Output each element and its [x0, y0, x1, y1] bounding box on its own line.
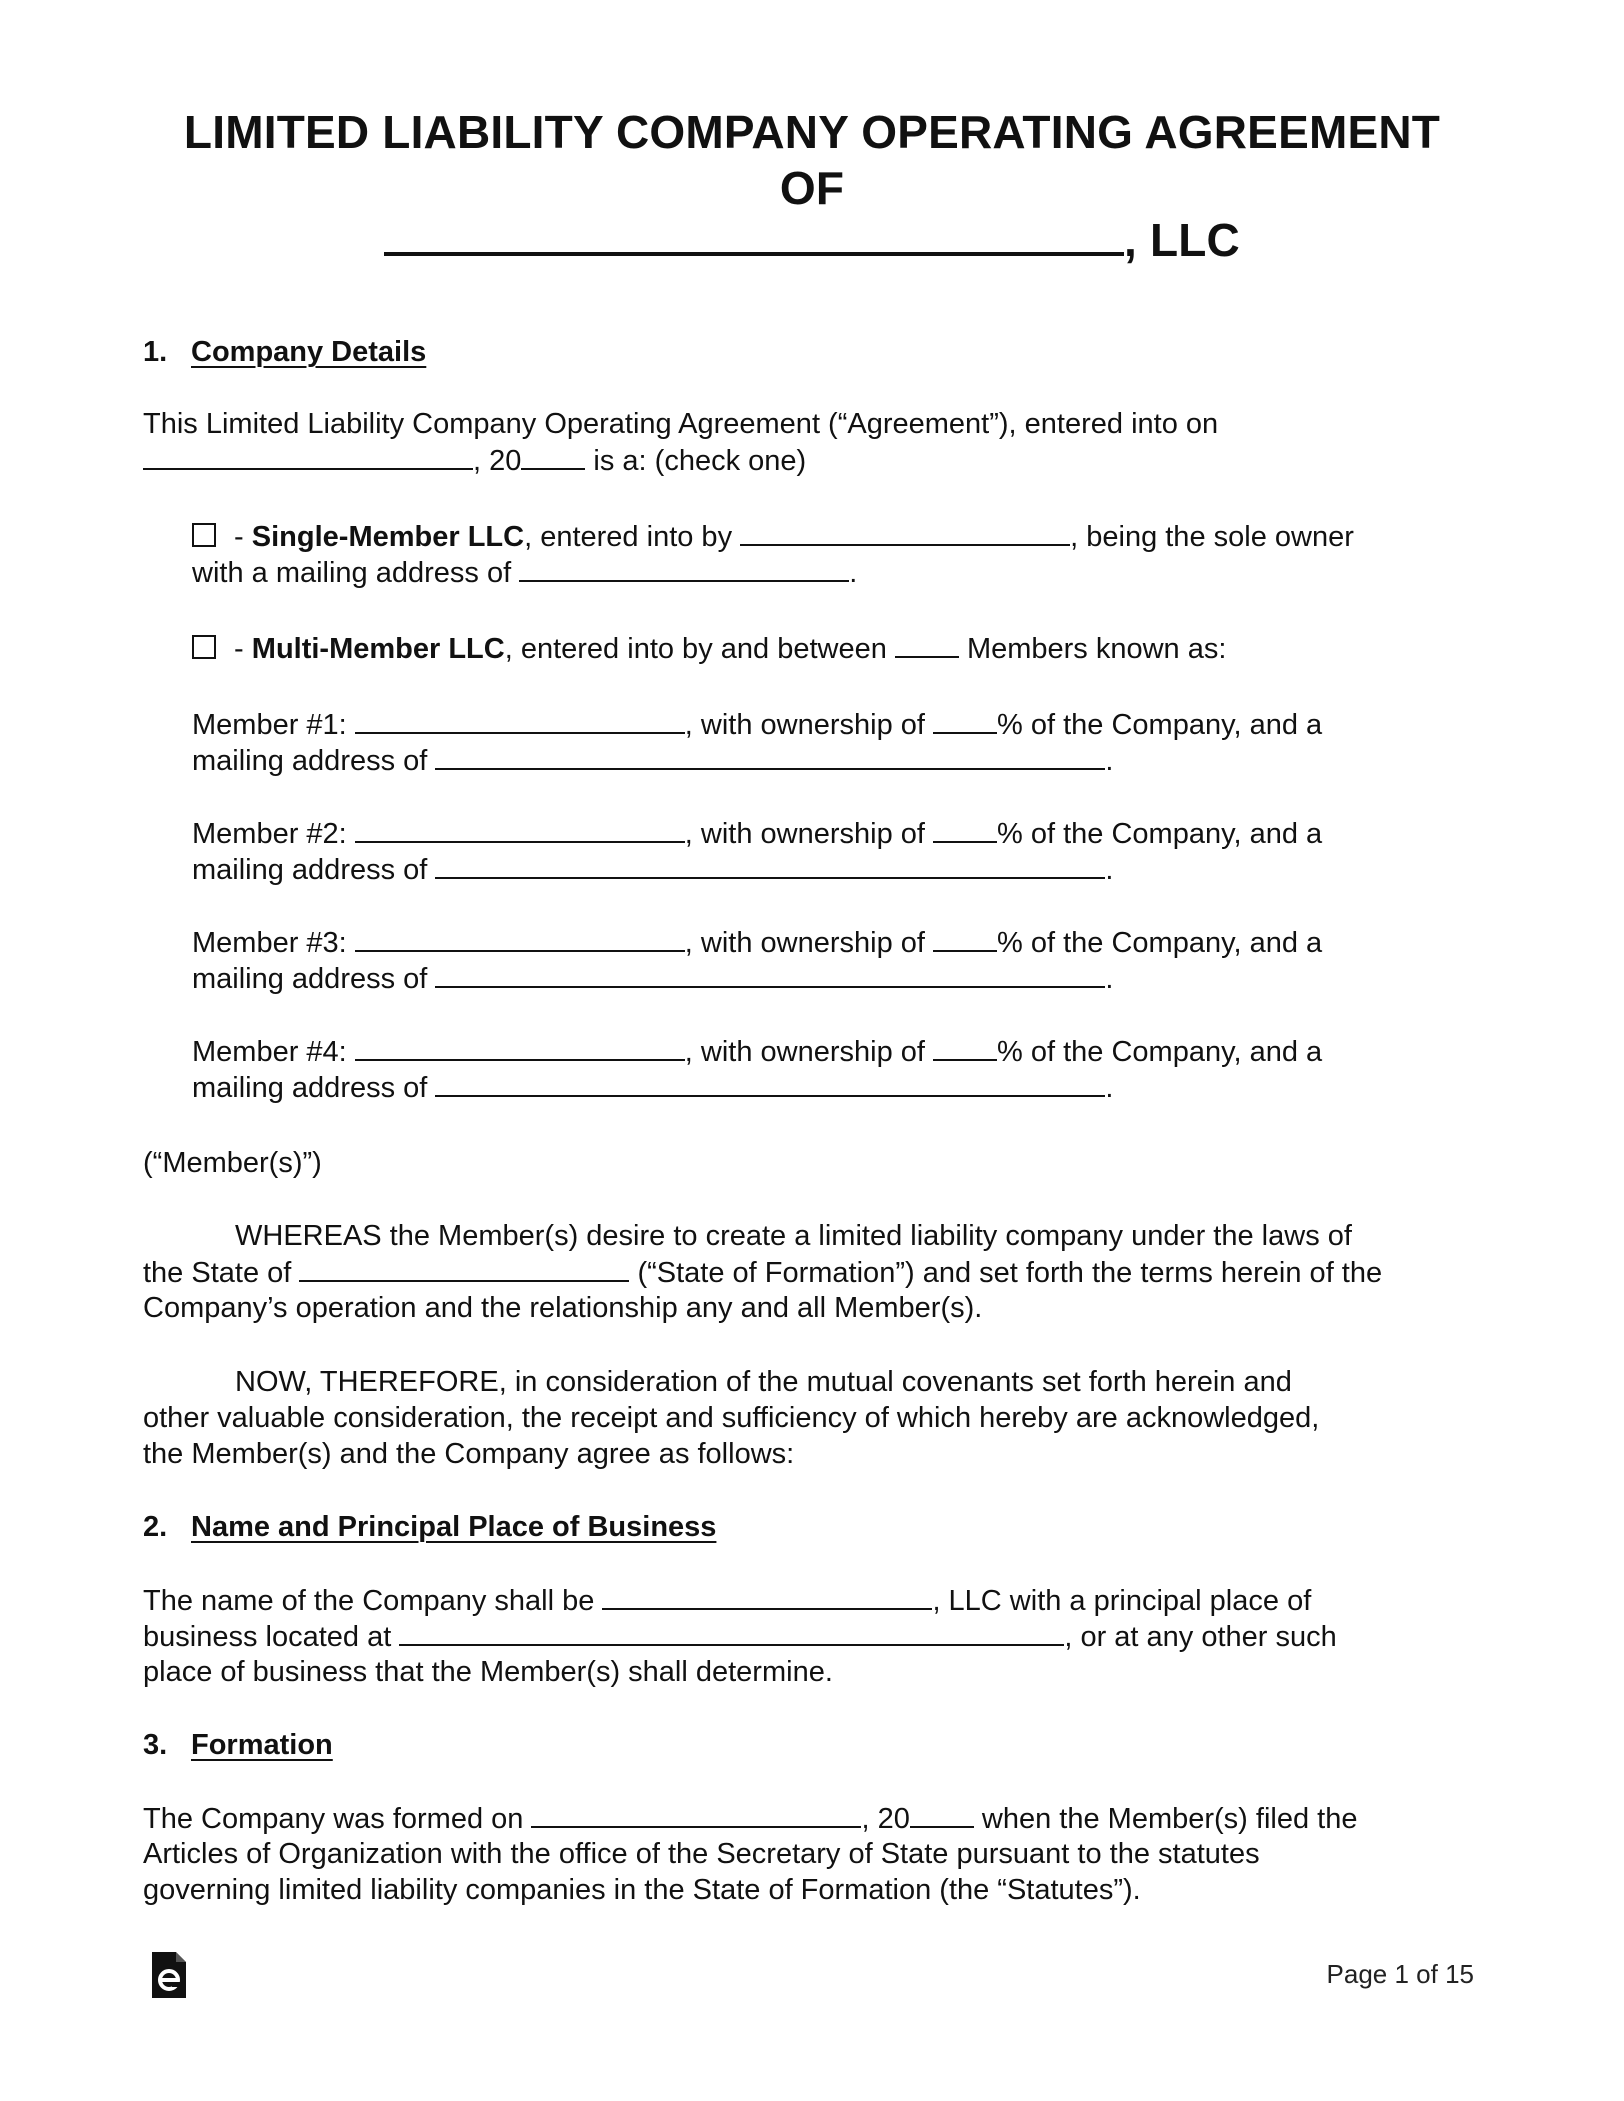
formation-date-blank[interactable]: [531, 1800, 861, 1828]
title-llc-suffix: , LLC: [1124, 214, 1240, 266]
single-mailing-label: with a mailing address of: [192, 557, 520, 589]
section-2-line-3: place of business that the Member(s) shall determine.: [143, 1656, 833, 1688]
eforms-logo-icon: [150, 1950, 188, 2000]
multi-text-a: , entered into by and between: [504, 633, 895, 665]
section-2-heading: [143, 1509, 716, 1545]
section-3-formed-label: The Company was formed on: [143, 1803, 532, 1835]
agreement-date-blank[interactable]: [143, 442, 473, 470]
member-1-line-1: [192, 706, 1322, 743]
intro-line-2: [143, 442, 806, 479]
member-2-mailing-label: mailing address of: [192, 854, 436, 886]
principal-address-blank[interactable]: [399, 1618, 1064, 1646]
whereas-state-label: the State of: [143, 1257, 300, 1289]
section-3-line-3: governing limited liability companies in the State of Formation (the “Statutes”).: [143, 1874, 1141, 1906]
member-4-line-2: [192, 1069, 1113, 1106]
single-sep: -: [226, 521, 252, 553]
single-member-line-2: [192, 554, 857, 591]
multi-sep: -: [226, 633, 252, 665]
member-2-name-blank[interactable]: [355, 815, 685, 843]
multi-text-b: Members known as:: [958, 633, 1227, 665]
section-3-year-prefix: , 20: [861, 1803, 910, 1835]
section-3-line-1: [143, 1800, 1357, 1837]
title-line-3: [0, 212, 1624, 268]
title-line-2: OF: [779, 162, 845, 214]
section-3-line-1-rest: when the Member(s) filed the: [973, 1803, 1358, 1835]
member-1-name-blank[interactable]: [355, 706, 685, 734]
sole-owner-name-blank[interactable]: [740, 518, 1070, 546]
members-definition: (“Member(s)”): [143, 1147, 322, 1179]
member-1-ownership-text: , with ownership of: [684, 709, 934, 741]
member-4-percent-blank[interactable]: [933, 1033, 997, 1061]
title-line-1: LIMITED LIABILITY COMPANY OPERATING AGREEMENT: [183, 106, 1441, 158]
formation-year-blank[interactable]: [910, 1800, 974, 1828]
company-name-blank[interactable]: [384, 212, 1124, 256]
multi-member-label: Multi-Member LLC: [251, 633, 505, 665]
section-2-line-2: [143, 1618, 1337, 1655]
member-3-mailing-label: mailing address of: [192, 963, 436, 995]
agreement-year-blank[interactable]: [521, 442, 585, 470]
now-therefore-line-3: the Member(s) and the Company agree as follows:: [143, 1438, 795, 1470]
state-of-formation-blank[interactable]: [299, 1254, 629, 1282]
single-member-label: Single-Member LLC: [251, 521, 525, 553]
member-3-label: Member #3:: [192, 927, 355, 959]
member-1-percent-blank[interactable]: [933, 706, 997, 734]
member-2-ownership-text: , with ownership of: [684, 818, 934, 850]
multi-member-checkbox[interactable]: [192, 635, 216, 659]
now-therefore-line-2: other valuable consideration, the receipt and sufficiency of which hereby are acknowledged,: [143, 1402, 1320, 1434]
section-3-title: Formation: [191, 1729, 333, 1761]
section-2-address-label: business located at: [143, 1621, 400, 1653]
member-3-line-1: [192, 924, 1322, 961]
member-1-rest-text: % of the Company, and a: [997, 709, 1323, 741]
member-4-name-blank[interactable]: [355, 1033, 685, 1061]
member-4-period: .: [1105, 1072, 1114, 1104]
single-text-a: , entered into by: [524, 521, 741, 553]
member-1-period: .: [1105, 745, 1114, 777]
section-2-name-label: The name of the Company shall be: [143, 1585, 603, 1617]
section-1-title: Company Details: [191, 336, 427, 368]
member-2-period: .: [1105, 854, 1114, 886]
single-member-line-1: [192, 518, 1354, 555]
section-1-number: 1.: [143, 336, 168, 368]
member-1-address-blank[interactable]: [435, 742, 1105, 770]
member-3-period: .: [1105, 963, 1114, 995]
member-2-address-blank[interactable]: [435, 851, 1105, 879]
member-4-address-blank[interactable]: [435, 1069, 1105, 1097]
member-3-line-2: [192, 960, 1113, 997]
member-3-name-blank[interactable]: [355, 924, 685, 952]
intro-line-1: This Limited Liability Company Operating Agreement (“Agreement”), entered into on: [143, 408, 1219, 440]
member-3-rest-text: % of the Company, and a: [997, 927, 1323, 959]
page-number: Page 1 of 15: [1326, 1959, 1474, 1989]
member-2-label: Member #2:: [192, 818, 355, 850]
company-name-field-blank[interactable]: [602, 1582, 932, 1610]
member-4-label: Member #4:: [192, 1036, 355, 1068]
single-text-b: , being the sole owner: [1070, 521, 1354, 553]
member-4-rest-text: % of the Company, and a: [997, 1036, 1323, 1068]
member-2-rest-text: % of the Company, and a: [997, 818, 1323, 850]
whereas-line-2: [143, 1254, 1382, 1291]
whereas-line-2-rest: (“State of Formation”) and set forth the terms herein of the: [629, 1257, 1383, 1289]
whereas-line-3: Company’s operation and the relationship any and all Member(s).: [143, 1292, 983, 1324]
member-4-line-1: [192, 1033, 1322, 1070]
member-3-ownership-text: , with ownership of: [684, 927, 934, 959]
member-2-line-2: [192, 851, 1113, 888]
multi-member-line: [192, 630, 1226, 667]
sole-owner-address-blank[interactable]: [519, 554, 849, 582]
member-1-label: Member #1:: [192, 709, 355, 741]
member-4-ownership-text: , with ownership of: [684, 1036, 934, 1068]
intro-check-one: is a: (check one): [585, 445, 807, 477]
member-3-address-blank[interactable]: [435, 960, 1105, 988]
single-period: .: [849, 557, 858, 589]
section-3-number: 3.: [143, 1729, 168, 1761]
member-1-mailing-label: mailing address of: [192, 745, 436, 777]
member-2-percent-blank[interactable]: [933, 815, 997, 843]
single-member-checkbox[interactable]: [192, 523, 216, 547]
section-2-line-1: [143, 1582, 1311, 1619]
section-2-line-1-rest: , LLC with a principal place of: [932, 1585, 1312, 1617]
member-count-blank[interactable]: [895, 630, 959, 658]
member-4-mailing-label: mailing address of: [192, 1072, 436, 1104]
member-2-line-1: [192, 815, 1322, 852]
member-1-line-2: [192, 742, 1113, 779]
section-2-line-2-rest: , or at any other such: [1064, 1621, 1337, 1653]
intro-year-prefix: , 20: [473, 445, 522, 477]
section-1-heading: [143, 334, 426, 370]
section-3-heading: [143, 1727, 333, 1763]
whereas-line-1: WHEREAS the Member(s) desire to create a limited liability company under the laws of: [235, 1220, 1352, 1252]
section-2-title: Name and Principal Place of Business: [191, 1511, 717, 1543]
now-therefore-line-1: NOW, THEREFORE, in consideration of the mutual covenants set forth herein and: [235, 1366, 1292, 1398]
section-2-number: 2.: [143, 1511, 168, 1543]
section-3-line-2: Articles of Organization with the office of the Secretary of State pursuant to the statutes: [143, 1838, 1260, 1870]
member-3-percent-blank[interactable]: [933, 924, 997, 952]
